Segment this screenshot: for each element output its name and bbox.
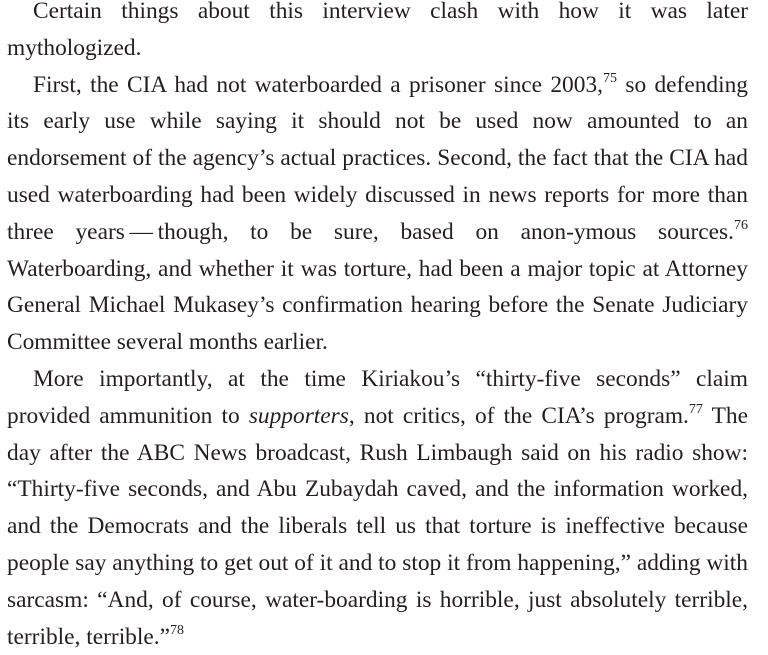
paragraph-text: Waterboarding, and whether it was torture, had been a major topic at Attorney General Michael Mukasey’s confirmation hearing before the Senate Judiciary Committee several months earlier.	[7, 255, 748, 356]
footnote-ref-76: 76	[734, 217, 748, 233]
paragraph-2	[7, 67, 748, 361]
paragraph-text: More importantly, at the time Kiriakou’s “thirty-five seconds” claim provided ammunition to	[7, 365, 748, 429]
paragraph-text: , not critics, of the CIA’s program.	[348, 402, 689, 429]
paragraph-text: First, the CIA had not waterboarded a prisoner since 2003,	[33, 71, 603, 98]
book-page-text	[7, 0, 748, 655]
paragraph-text: The day after the ABC News broadcast, Rush Limbaugh said on his radio show: “Thirty-five seconds, and Abu Zubaydah caved, and the information worked, and the Democrats and the liberals tell us that torture is ineffective because people say anything to get out of it and to stop it from happening,” adding with sarcasm: “And, of course, water-boarding is horrible, just absolutely terrible, terrible, terrible.”	[7, 402, 748, 650]
paragraph-text: so defending its early use while saying it should not be used now amounted to an endorsement of the agency’s actual practices. Second, the fact that the CIA had used waterboarding had been widely discussed in news reports for more than three years — though, to be sure, based on anon-ymous sources.	[7, 71, 748, 245]
paragraph-text: Certain things about this interview clash with how it was later mythologized.	[7, 0, 748, 61]
footnote-ref-75: 75	[603, 70, 617, 86]
footnote-ref-77: 77	[688, 401, 703, 417]
paragraph-1	[7, 0, 748, 67]
footnote-ref-78: 78	[170, 622, 184, 638]
paragraph-3	[7, 361, 748, 655]
emphasized-word: supporters	[248, 402, 349, 429]
